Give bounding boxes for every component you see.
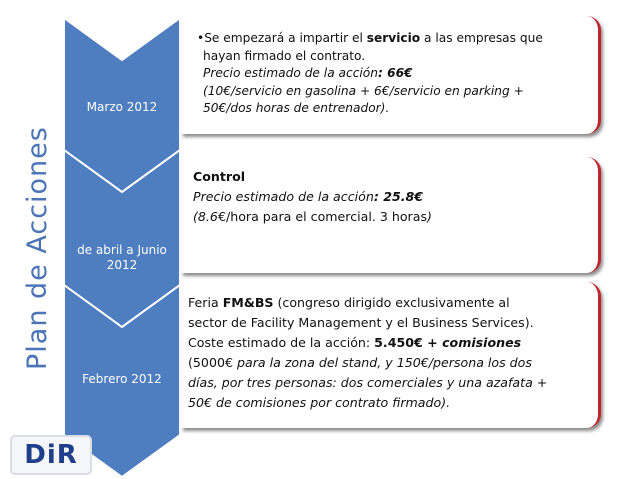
panel-marzo [181, 16, 601, 134]
panel2-line1: Control [193, 169, 246, 184]
stage-label-3: Febrero 2012 [82, 372, 162, 386]
side-title: Plan de Acciones [22, 126, 53, 370]
panel3-line3: Coste estimado de la acción: 5.450€ + comisiones [188, 335, 522, 350]
stage-label-2: de abril a Junio 2012 [77, 243, 167, 272]
dir-logo [10, 435, 92, 475]
panel1-line2: hayan firmado el contrato. [203, 48, 366, 63]
stage-label-1: Marzo 2012 [86, 100, 158, 114]
logo-text: DiR [24, 440, 78, 470]
panel2-line3: (8.6€/hora para el comercial. 3 horas) [193, 209, 432, 224]
panel3-line5: días, por tres personas: dos comerciales y una azafata + [188, 375, 548, 390]
panel1-line4: (10€/servicio en gasolina + 6€/servicio en parking + [203, 83, 524, 98]
panel3-line2: sector de Facility Management y el Business Services). [188, 315, 534, 330]
panel-abril-junio [181, 157, 601, 273]
panel3-line6: 50€ de comisiones por contrato firmado). [188, 395, 451, 410]
panel2-line2: Precio estimado de la acción: 25.8€ [193, 189, 424, 204]
panel3-line1: Feria FM&BS (congreso dirigido exclusivamente al [188, 295, 510, 310]
panel3-line4: (5000€ para la zona del stand, y 150€/persona los dos [188, 355, 532, 370]
panel-febrero [181, 282, 601, 428]
panel1-line5: 50€/dos horas de entrenador). [203, 101, 390, 115]
panel1-line3: Precio estimado de la acción: 66€ [203, 66, 413, 80]
panel1-line1: •Se empezará a impartir el servicio a las empresas que [197, 31, 543, 45]
